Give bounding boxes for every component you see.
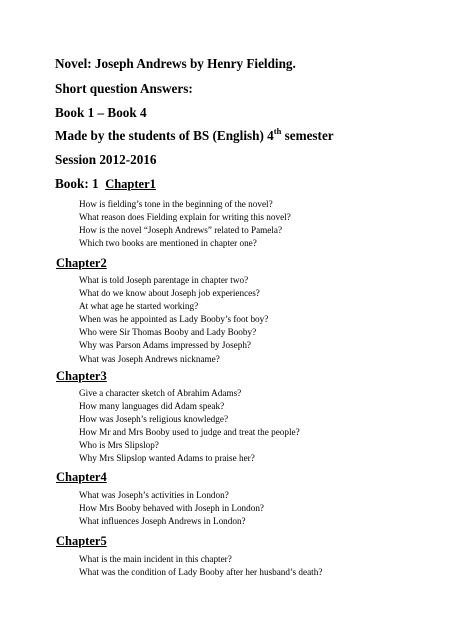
book-label: Book: 1 xyxy=(55,176,99,191)
made-by-text: Made by the students of BS (English) 4 xyxy=(55,128,274,143)
short-question-heading: Short question Answers: xyxy=(55,81,193,96)
session-line: Session 2012-2016 xyxy=(55,152,157,167)
novel-title-line: Novel: Joseph Andrews by Henry Fielding. xyxy=(55,56,296,71)
chapter1-heading: Chapter1 xyxy=(105,177,156,191)
chapter3-heading: Chapter3 xyxy=(56,369,107,383)
chapter2-heading: Chapter2 xyxy=(56,256,107,270)
book-range-line: Book 1 – Book 4 xyxy=(55,105,147,120)
chapter5-heading: Chapter5 xyxy=(56,534,107,548)
ordinal-suffix: th xyxy=(273,126,282,136)
book-heading xyxy=(55,176,156,192)
semester-text: semester xyxy=(281,128,334,143)
document-page: Novel: Joseph Andrews by Henry Fielding. Short question Answers: Book 1 – Book 4 Made by the students of BS (English) 4th semester Session 2012-2016 Book: 1 Chapter1 How is fielding’s tone in the beginning of the novel? What reason does Fielding explain for writing this novel? How is the novel “Joseph Andrews” related to Pamela? Which two books are mentioned in chapter one? Chapter2 What is told Joseph parentage in chapter two? What do we know about Joseph job experiences? At what age he started working? When was he appointed as Lady Booby’s foot boy? Who were Sir Thomas Booby and Lady Booby? Why was Parson Adams impressed by Joseph? What was Joseph Andrews nickname? Chapter3 Give a character sketch of Abrahim Adams? How many languages did Adam speak? How was Joseph’s religious knowledge? How Mr and Mrs Booby used to judge and treat the people? Who is Mrs Slipslop? Why Mrs Slipslop wanted Adams to praise her? Chapter4 What was Joseph’s activities in London? How Mrs Booby behaved with Joseph in London? What influences Joseph Andrews in London? Chapter5 What is the main incident in this chapter? What was the condition of Lady Booby after her husband’s death? xyxy=(55,56,334,578)
chapter4-heading: Chapter4 xyxy=(56,470,107,484)
made-by-line xyxy=(55,128,334,144)
